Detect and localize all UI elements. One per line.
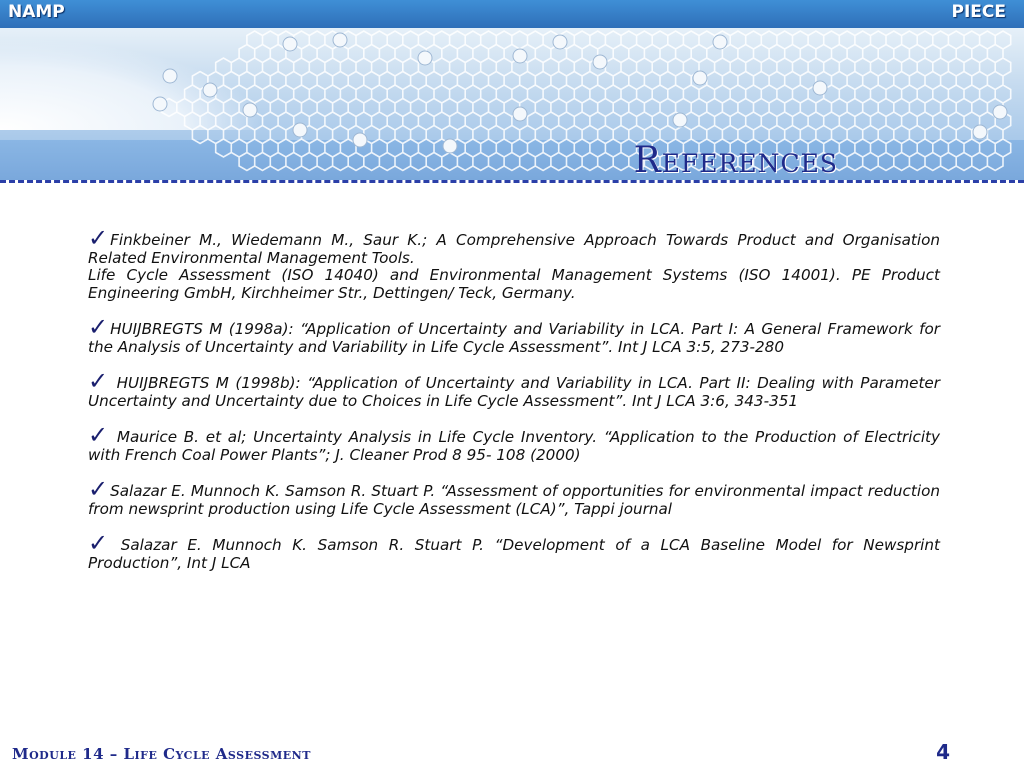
footer-module-title: Module 14 – Life Cycle Assessment [12, 745, 311, 763]
page-title: References [633, 140, 838, 181]
reference-item [88, 313, 940, 356]
hexagon-orb [333, 33, 347, 47]
hexagon-pattern-graphic [0, 28, 1024, 180]
top-banner [0, 0, 1024, 28]
checkmark-icon: ✓ [88, 224, 109, 252]
reference-text: HUIJBREGTS M (1998a): “Application of Uncertainty and Variability in LCA. Part I: A General Framework for the Analysis of Uncertainty and Variability in Life Cycle Assessment”. Int J LCA 3:5, 273-280 [88, 320, 940, 356]
hexagon-orb [283, 37, 297, 51]
hexagon-orb [993, 105, 1007, 119]
hexagon-mesh [161, 31, 1011, 171]
page-number: 4 [936, 740, 950, 764]
hexagon-orb [513, 49, 527, 63]
reference-item [88, 367, 940, 410]
hexagon-orb [353, 133, 367, 147]
checkmark-icon: ✓ [88, 475, 109, 503]
hexagon-orb [673, 113, 687, 127]
checkmark-icon: ✓ [88, 313, 109, 341]
hexagon-orb [813, 81, 827, 95]
checkmark-icon: ✓ [88, 529, 109, 557]
hexagon-orb [418, 51, 432, 65]
hexagon-orb [693, 71, 707, 85]
hexagon-orb [153, 97, 167, 111]
hexagon-orb [553, 35, 567, 49]
brand-namp: NAMP [8, 2, 65, 22]
reference-text: Finkbeiner M., Wiedemann M., Saur K.; A Comprehensive Approach Towards Product and Organisation Related Environmental Management Tools. [88, 231, 940, 267]
hexagon-orb [593, 55, 607, 69]
hexagon-orb [713, 35, 727, 49]
reference-text-continued: Life Cycle Assessment (ISO 14040) and Environmental Management Systems (ISO 14001). PE Product Engineering GmbH, Kirchheimer Str., Dettingen/ Teck, Germany. [88, 266, 940, 302]
reference-item [88, 475, 940, 518]
reference-item [88, 224, 940, 302]
hexagon-orb [163, 69, 177, 83]
hexagon-orb [443, 139, 457, 153]
hexagon-orb [293, 123, 307, 137]
reference-text: Salazar E. Munnoch K. Samson R. Stuart P. “Assessment of opportunities for environmental impact reduction from newsprint production using Life Cycle Assessment (LCA)”, Tappi journal [88, 482, 940, 518]
checkmark-icon: ✓ [88, 421, 109, 449]
reference-text: Salazar E. Munnoch K. Samson R. Stuart P. “Development of a LCA Baseline Model for Newsprint Production”, Int J LCA [88, 536, 940, 572]
brand-piece: PIECE [951, 2, 1006, 22]
reference-list [88, 224, 940, 589]
reference-text: HUIJBREGTS M (1998b): “Application of Uncertainty and Variability in LCA. Part II: Dealing with Parameter Uncertainty and Uncertainty due to Choices in Life Cycle Assessment”. Int J LCA 3:6, 343-351 [88, 374, 940, 410]
hexagon-orb [243, 103, 257, 117]
checkmark-icon: ✓ [88, 367, 109, 395]
hexagon-orb [513, 107, 527, 121]
reference-item [88, 529, 940, 572]
hexagon-orb [973, 125, 987, 139]
hexagon-orb [203, 83, 217, 97]
reference-item [88, 421, 940, 464]
reference-text: Maurice B. et al; Uncertainty Analysis in Life Cycle Inventory. “Application to the Production of Electricity with French Coal Power Plants”; J. Cleaner Prod 8 95- 108 (2000) [88, 428, 940, 464]
title-divider [0, 180, 1024, 183]
